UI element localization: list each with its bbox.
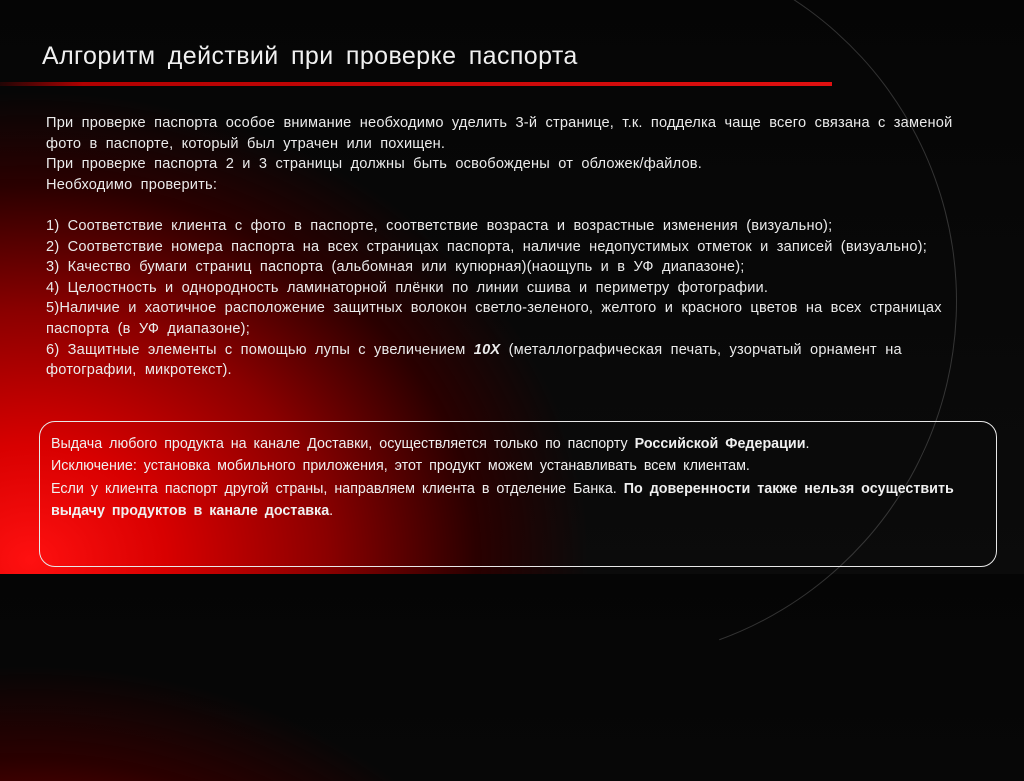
- note-line-3-text: Если у клиента паспорт другой страны, направляем клиента в отделение Банка.: [51, 480, 624, 497]
- instructions-body: [46, 113, 976, 381]
- note-box: [39, 421, 997, 567]
- spacer: [46, 195, 976, 216]
- check-item-5: 5)Наличие и хаотичное расположение защитных волокон светло-зеленого, желтого и красного цветов на всех страницах паспорта (в УФ диапазоне);: [46, 300, 942, 337]
- note-text: [51, 433, 991, 522]
- slide-title: Алгоритм действий при проверке паспорта: [42, 42, 578, 70]
- check-item-2: 2) Соответствие номера паспорта на всех страницах паспорта, наличие недопустимых отметок и записей (визуально);: [46, 238, 927, 255]
- note-line-1-bold: Российской Федерации: [634, 436, 806, 452]
- note-line-1-text: Выдача любого продукта на канале Доставки, осуществляется только по паспорту: [51, 436, 635, 452]
- note-line-3-bold: По доверенности также нельзя осуществить выдачу продуктов в канале доставка: [51, 480, 954, 519]
- check-item-6-text: 6) Защитные элементы с помощью лупы с увеличением: [46, 341, 474, 358]
- note-line-3: [51, 478, 991, 523]
- note-line-3-end: .: [329, 502, 334, 519]
- check-item-3: 3) Качество бумаги страниц паспорта (альбомная или купюрная)(наощупь и в УФ диапазоне);: [46, 259, 745, 276]
- magnification-value: 10Х: [473, 341, 501, 358]
- check-item-4: 4) Целостность и однородность ламинаторной плёнки по линии сшива и периметру фотографии.: [46, 279, 769, 296]
- note-line-1: [51, 433, 991, 455]
- check-item-1: 1) Соответствие клиента с фото в паспорте, соответствие возраста и возрастные изменения (визуально);: [46, 217, 833, 234]
- intro-paragraph-3: Необходимо проверить:: [46, 176, 218, 193]
- check-item-6-details: (металлографическая печать, узорчатый орнамент на фотографии, микротекст).: [46, 341, 902, 379]
- title-underline: [0, 82, 832, 86]
- note-line-1-end: .: [805, 436, 810, 452]
- note-line-2: Исключение: установка мобильного приложения, этот продукт можем устанавливать всем клиентам.: [51, 458, 750, 475]
- check-item-6: [46, 340, 976, 381]
- intro-paragraph-2: При проверке паспорта 2 и 3 страницы должны быть освобождены от обложек/файлов.: [46, 156, 702, 173]
- intro-paragraph-1: При проверке паспорта особое внимание необходимо уделить 3-й странице, т.к. подделка чаще всего связана с заменой фото в паспорте, который был утрачен или похищен.: [46, 115, 953, 152]
